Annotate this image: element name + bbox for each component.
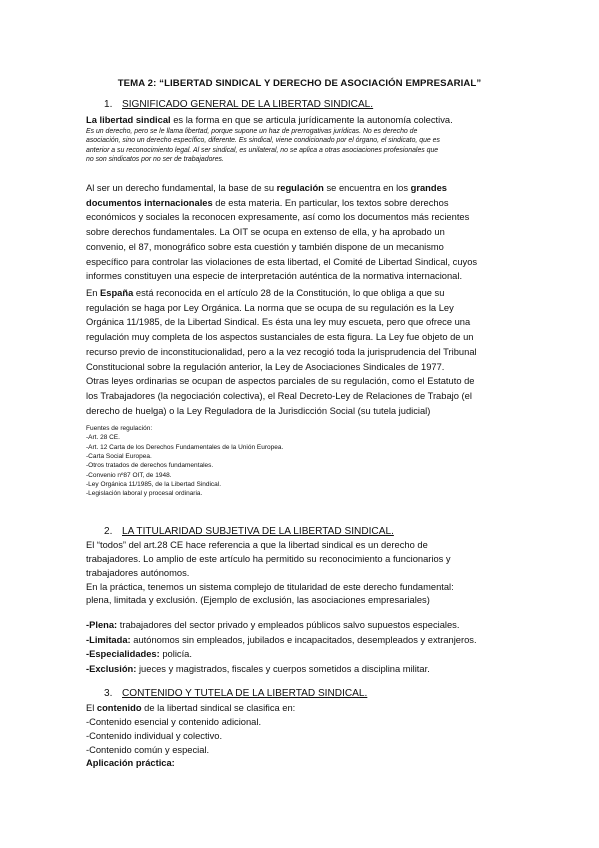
section-3-content: [86, 702, 526, 771]
titularity-types-list: [86, 618, 526, 677]
section-1-number: 1.: [104, 99, 113, 110]
section-3-title: CONTENIDO Y TUTELA DE LA LIBERTAD SINDICAL.: [122, 688, 368, 699]
definition-text: es la forma en que se articula jurídicamente la autonomía colectiva.: [170, 115, 453, 125]
titularity-type-item: [86, 633, 526, 648]
text-run: En: [86, 288, 101, 298]
document-title: TEMA 2: “LIBERTAD SINDICAL Y DERECHO DE ASOCIACIÓN EMPRESARIAL”: [117, 78, 482, 89]
paragraph-line: [86, 181, 526, 196]
type-text: autónomos sin empleados, jubilados e incapacitados, desempleados y extranjeros.: [130, 634, 477, 645]
section-1-italic-note: [86, 127, 526, 164]
text-run: se encuentra en los: [323, 183, 411, 193]
italic-note-line: anterior a su reconocimiento legal. Al ser sindical, es unilateral, no se aplica a otras asociaciones profesionales que: [86, 146, 439, 154]
practice-label: Aplicación práctica:: [86, 758, 175, 769]
paragraph-line: [86, 196, 526, 211]
content-item: -Contenido común y especial.: [86, 744, 210, 755]
source-item: -Legislación laboral y procesal ordinaria.: [86, 490, 203, 498]
section-1-paragraph-regulation: [86, 181, 526, 284]
paragraph-line: Constitucional sobre la regulación anterior, la Ley de Asociaciones Sindicales de 1977.: [86, 361, 445, 372]
source-item: -Art. 28 CE.: [86, 434, 120, 442]
definition-paragraph: [86, 113, 526, 128]
section-1-heading: [104, 99, 373, 110]
section-2-number: 2.: [104, 526, 113, 537]
text-run: de esta materia. En particular, los textos sobre derechos: [212, 197, 449, 208]
type-text: jueces y magistrados, fiscales y cuerpos sometidos a disciplina militar.: [136, 664, 430, 675]
content-item: -Contenido esencial y contenido adicional.: [86, 716, 262, 727]
section-1-definition: [86, 113, 526, 128]
italic-note-line: Es un derecho, pero se le llama libertad, porque supone un haz de prerrogativas jurídicas. No es derecho de: [86, 128, 418, 135]
italic-note-line: asociación, sino un derecho específico, diferente. Es sindical, viene condicionado por el órgano, el sindicato, que es: [86, 137, 440, 145]
section-3-heading: [104, 688, 367, 699]
bold-run: España: [100, 288, 134, 298]
paragraph-line: [86, 702, 526, 716]
source-item: -Carta Social Europea.: [86, 453, 152, 461]
italic-note-line: no son sindicatos por no ser de trabajadores.: [86, 155, 224, 163]
paragraph-line: sobre derechos fundamentales. La OIT se ocupa en extenso de ella, y ha aprobado un: [86, 227, 445, 238]
sources-list: [86, 424, 526, 499]
content-item: -Contenido individual y colectivo.: [86, 730, 223, 741]
section-2-paragraph: [86, 539, 526, 608]
titularity-type-item: [86, 618, 526, 633]
section-1-title: SIGNIFICADO GENERAL DE LA LIBERTAD SINDICAL.: [122, 99, 374, 110]
text-run: está reconocida en el artículo 28 de la Constitución, lo que obliga a que su: [133, 288, 445, 298]
paragraph-line: trabajadores. Lo amplio de este artículo ha permitido su reconocimiento a funcionarios y: [86, 553, 451, 564]
section-3-number: 3.: [104, 688, 113, 699]
titularity-type-item: [86, 647, 526, 662]
sources-title: Fuentes de regulación:: [86, 425, 153, 432]
type-label: -Limitada:: [86, 634, 131, 645]
paragraph-line: [86, 286, 526, 301]
titularity-type-item: [86, 662, 526, 677]
paragraph-line: En la práctica, tenemos un sistema complejo de titularidad de este derecho fundamental:: [86, 581, 454, 592]
text-run: de la libertad sindical se clasifica en:: [141, 703, 296, 713]
section-2-heading: [104, 526, 394, 537]
text-run: Al ser un derecho fundamental, la base de su: [86, 183, 277, 193]
source-item: -Otros tratados de derechos fundamentales.: [86, 462, 214, 470]
bold-run: grandes: [410, 183, 447, 193]
paragraph-line: recurso previo de inconstitucionalidad, pero a la vez recogió toda la jurisprudencia del Tribunal: [86, 346, 477, 357]
source-item: -Art. 12 Carta de los Derechos Fundamentales de la Unión Europea.: [86, 443, 284, 451]
text-run: El: [86, 703, 97, 713]
paragraph-line: trabajadores autónomos.: [86, 567, 190, 578]
paragraph-line: los Trabajadores (la negociación colectiva), el Real Decreto-Ley de Relaciones de Trabajo (el: [86, 390, 472, 401]
type-text: policía.: [159, 649, 192, 660]
section-1-paragraph-spain: [86, 286, 526, 418]
type-text: trabajadores del sector privado y empleados públicos salvo supuestos especiales.: [117, 620, 460, 630]
paragraph-line: regulación se haga por Ley Orgánica. La norma que se ocupa de su regulación es la Ley: [86, 302, 454, 313]
paragraph-line: específico para controlar las violaciones de esta libertad, el Comité de Libertad Sindical, cuyos: [86, 256, 478, 267]
source-item: -Ley Orgánica 11/1985, de la Libertad Sindical.: [86, 481, 222, 489]
paragraph-line: informes constituyen una especie de interpretación auténtica de la normativa internacional.: [86, 271, 463, 282]
bold-run: documentos internacionales: [86, 197, 213, 208]
bold-run: regulación: [276, 183, 324, 193]
paragraph-line: Otras leyes ordinarias se ocupan de aspectos parciales de su regulación, como el Estatuto de: [86, 376, 475, 387]
paragraph-line: convenio, el 87, monográfico sobre esta cuestión y también dispone de un mecanismo: [86, 241, 444, 252]
definition-term: La libertad sindical: [86, 115, 171, 125]
paragraph-line: regulación muy completa de los aspectos sustanciales de esta figura. La Ley fue objeto de un: [86, 332, 474, 343]
bold-run: contenido: [96, 703, 142, 713]
source-item: -Convenio nº87 OIT, de 1948.: [86, 471, 172, 479]
practice-heading: [86, 757, 526, 771]
paragraph-line: económicos y sociales la reconocen expresamente, así como los documentos más recientes: [86, 212, 470, 223]
paragraph-line: El “todos” del art.28 CE hace referencia a que la libertad sindical es un derecho de: [86, 540, 428, 550]
paragraph-line: plena, limitada y exclusión. (Ejemplo de exclusión, las asociaciones empresariales): [86, 595, 430, 606]
section-2-title: LA TITULARIDAD SUBJETIVA DE LA LIBERTAD SINDICAL.: [122, 526, 394, 537]
paragraph-line: derecho de huelga) o la Ley Reguladora de la Jurisdicción Social (su tutela judicial): [86, 405, 431, 416]
paragraph-line: Orgánica 11/1985, de la Libertad Sindical. Es ésta una ley muy escueta, pero que ofrece una: [86, 317, 471, 328]
type-label: -Exclusión:: [86, 664, 137, 675]
type-label: -Plena:: [86, 620, 118, 630]
type-label: -Especialidades:: [86, 649, 160, 660]
